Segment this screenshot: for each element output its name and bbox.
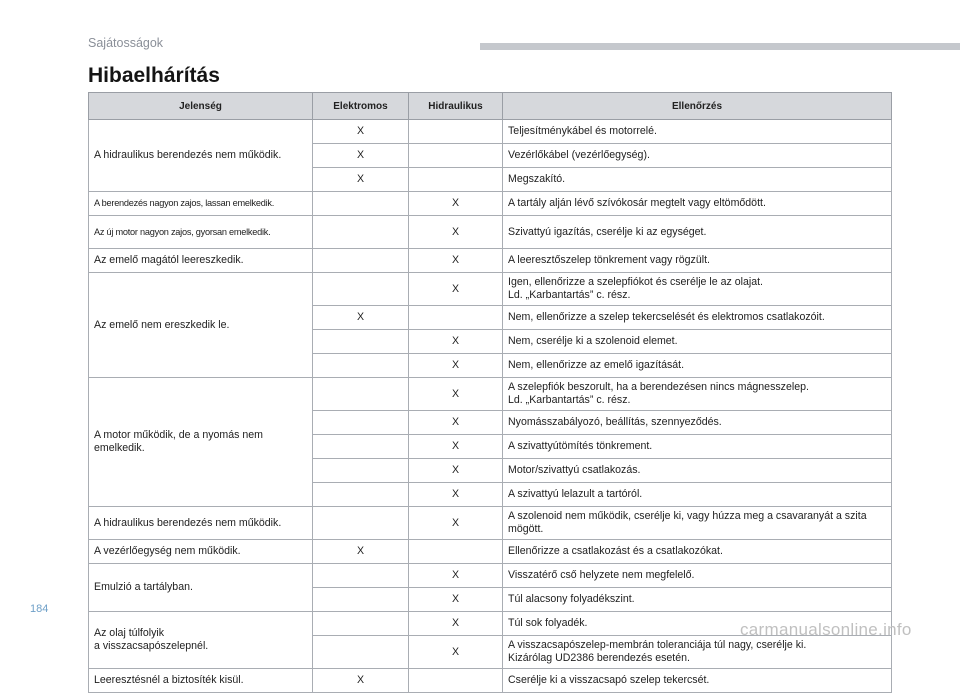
column-header-symptom: Jelenség (89, 93, 313, 120)
hydraulic-mark-cell: X (409, 612, 503, 636)
check-cell: Vezérlőkábel (vezérlőegység). (503, 144, 892, 168)
electric-mark-cell: X (313, 669, 409, 693)
column-header-electric: Elektromos (313, 93, 409, 120)
hydraulic-mark-cell: X (409, 507, 503, 540)
hydraulic-mark-cell: X (409, 192, 503, 216)
symptom-cell: A berendezés nagyon zajos, lassan emelkedik. (89, 192, 313, 216)
symptom-cell: A vezérlőegység nem működik. (89, 540, 313, 564)
page-title: Hibaelhárítás (88, 64, 220, 87)
check-cell: Ellenőrizze a csatlakozást és a csatlakozókat. (503, 540, 892, 564)
hydraulic-mark-cell (409, 168, 503, 192)
table-row (89, 192, 892, 216)
check-cell: Túl sok folyadék. (503, 612, 892, 636)
check-cell: Nem, ellenőrizze a szelep tekercselését és elektromos csatlakozóit. (503, 306, 892, 330)
symptom-cell: Az olaj túlfolyik a visszacsapószelepnél. (89, 612, 313, 669)
check-cell: Cserélje ki a visszacsapó szelep tekercsét. (503, 669, 892, 693)
electric-mark-cell: X (313, 168, 409, 192)
check-cell: Igen, ellenőrizze a szelepfiókot és cserélje le az olajat. Ld. „Karbantartás” c. rész. (503, 273, 892, 306)
check-cell: Szivattyú igazítás, cserélje ki az egységet. (503, 216, 892, 249)
symptom-cell: Az új motor nagyon zajos, gyorsan emelkedik. (89, 216, 313, 249)
electric-mark-cell (313, 636, 409, 669)
table-row (89, 378, 892, 411)
hydraulic-mark-cell (409, 306, 503, 330)
watermark: carmanualsonline.info (740, 620, 912, 639)
table-body (89, 120, 892, 693)
check-cell: A szivattyútömítés tönkrement. (503, 435, 892, 459)
check-cell: A tartály alján lévő szívókosár megtelt vagy eltömődött. (503, 192, 892, 216)
table-row (89, 540, 892, 564)
table-row (89, 216, 892, 249)
check-cell: A szivattyú lelazult a tartóról. (503, 483, 892, 507)
symptom-cell: Leeresztésnél a biztosíték kisül. (89, 669, 313, 693)
check-cell: Teljesítménykábel és motorrelé. (503, 120, 892, 144)
hydraulic-mark-cell: X (409, 330, 503, 354)
hydraulic-mark-cell: X (409, 483, 503, 507)
electric-mark-cell (313, 411, 409, 435)
hydraulic-mark-cell: X (409, 588, 503, 612)
electric-mark-cell (313, 612, 409, 636)
electric-mark-cell (313, 483, 409, 507)
electric-mark-cell (313, 192, 409, 216)
header-bar (480, 43, 960, 50)
table-row (89, 120, 892, 144)
column-header-check: Ellenőrzés (503, 93, 892, 120)
electric-mark-cell: X (313, 144, 409, 168)
table-row (89, 507, 892, 540)
troubleshooting-table (88, 92, 892, 693)
hydraulic-mark-cell: X (409, 378, 503, 411)
check-cell: A visszacsapószelep-membrán toleranciája túl nagy, cserélje ki. Kizárólag UD2386 berendezés esetén. (503, 636, 892, 669)
electric-mark-cell: X (313, 120, 409, 144)
check-cell: Túl alacsony folyadékszint. (503, 588, 892, 612)
symptom-cell: A motor működik, de a nyomás nem emelkedik. (89, 378, 313, 507)
check-cell: A szolenoid nem működik, cserélje ki, vagy húzza meg a csavaranyát a szita mögött. (503, 507, 892, 540)
check-cell: A szelepfiók beszorult, ha a berendezésen nincs mágnesszelep. Ld. „Karbantartás” c. rész. (503, 378, 892, 411)
table-row (89, 669, 892, 693)
hydraulic-mark-cell: X (409, 249, 503, 273)
check-cell: A leeresztőszelep tönkrement vagy rögzült. (503, 249, 892, 273)
electric-mark-cell (313, 273, 409, 306)
hydraulic-mark-cell: X (409, 564, 503, 588)
hydraulic-mark-cell: X (409, 636, 503, 669)
hydraulic-mark-cell (409, 669, 503, 693)
electric-mark-cell: X (313, 540, 409, 564)
hydraulic-mark-cell: X (409, 216, 503, 249)
electric-mark-cell (313, 435, 409, 459)
hydraulic-mark-cell (409, 540, 503, 564)
troubleshooting-table-wrap (88, 92, 891, 693)
electric-mark-cell (313, 330, 409, 354)
symptom-cell: Az emelő nem ereszkedik le. (89, 273, 313, 378)
section-label: Sajátosságok (88, 36, 164, 50)
symptom-cell: Az emelő magától leereszkedik. (89, 249, 313, 273)
hydraulic-mark-cell (409, 144, 503, 168)
hydraulic-mark-cell (409, 120, 503, 144)
electric-mark-cell (313, 588, 409, 612)
table-row (89, 273, 892, 306)
check-cell: Nem, cserélje ki a szolenoid elemet. (503, 330, 892, 354)
hydraulic-mark-cell: X (409, 411, 503, 435)
check-cell: Visszatérő cső helyzete nem megfelelő. (503, 564, 892, 588)
electric-mark-cell (313, 216, 409, 249)
electric-mark-cell (313, 378, 409, 411)
symptom-cell: A hidraulikus berendezés nem működik. (89, 120, 313, 192)
check-cell: Megszakító. (503, 168, 892, 192)
table-header-row (89, 93, 892, 120)
check-cell: Motor/szivattyú csatlakozás. (503, 459, 892, 483)
check-cell: Nem, ellenőrizze az emelő igazítását. (503, 354, 892, 378)
electric-mark-cell (313, 354, 409, 378)
electric-mark-cell (313, 459, 409, 483)
symptom-cell: A hidraulikus berendezés nem működik. (89, 507, 313, 540)
page-number: 184 (30, 603, 49, 615)
table-row (89, 249, 892, 273)
electric-mark-cell (313, 507, 409, 540)
electric-mark-cell (313, 564, 409, 588)
symptom-cell: Emulzió a tartályban. (89, 564, 313, 612)
hydraulic-mark-cell: X (409, 435, 503, 459)
electric-mark-cell (313, 249, 409, 273)
electric-mark-cell: X (313, 306, 409, 330)
table-row (89, 564, 892, 588)
hydraulic-mark-cell: X (409, 459, 503, 483)
check-cell: Nyomásszabályozó, beállítás, szennyeződés. (503, 411, 892, 435)
column-header-hydraulic: Hidraulikus (409, 93, 503, 120)
hydraulic-mark-cell: X (409, 354, 503, 378)
hydraulic-mark-cell: X (409, 273, 503, 306)
